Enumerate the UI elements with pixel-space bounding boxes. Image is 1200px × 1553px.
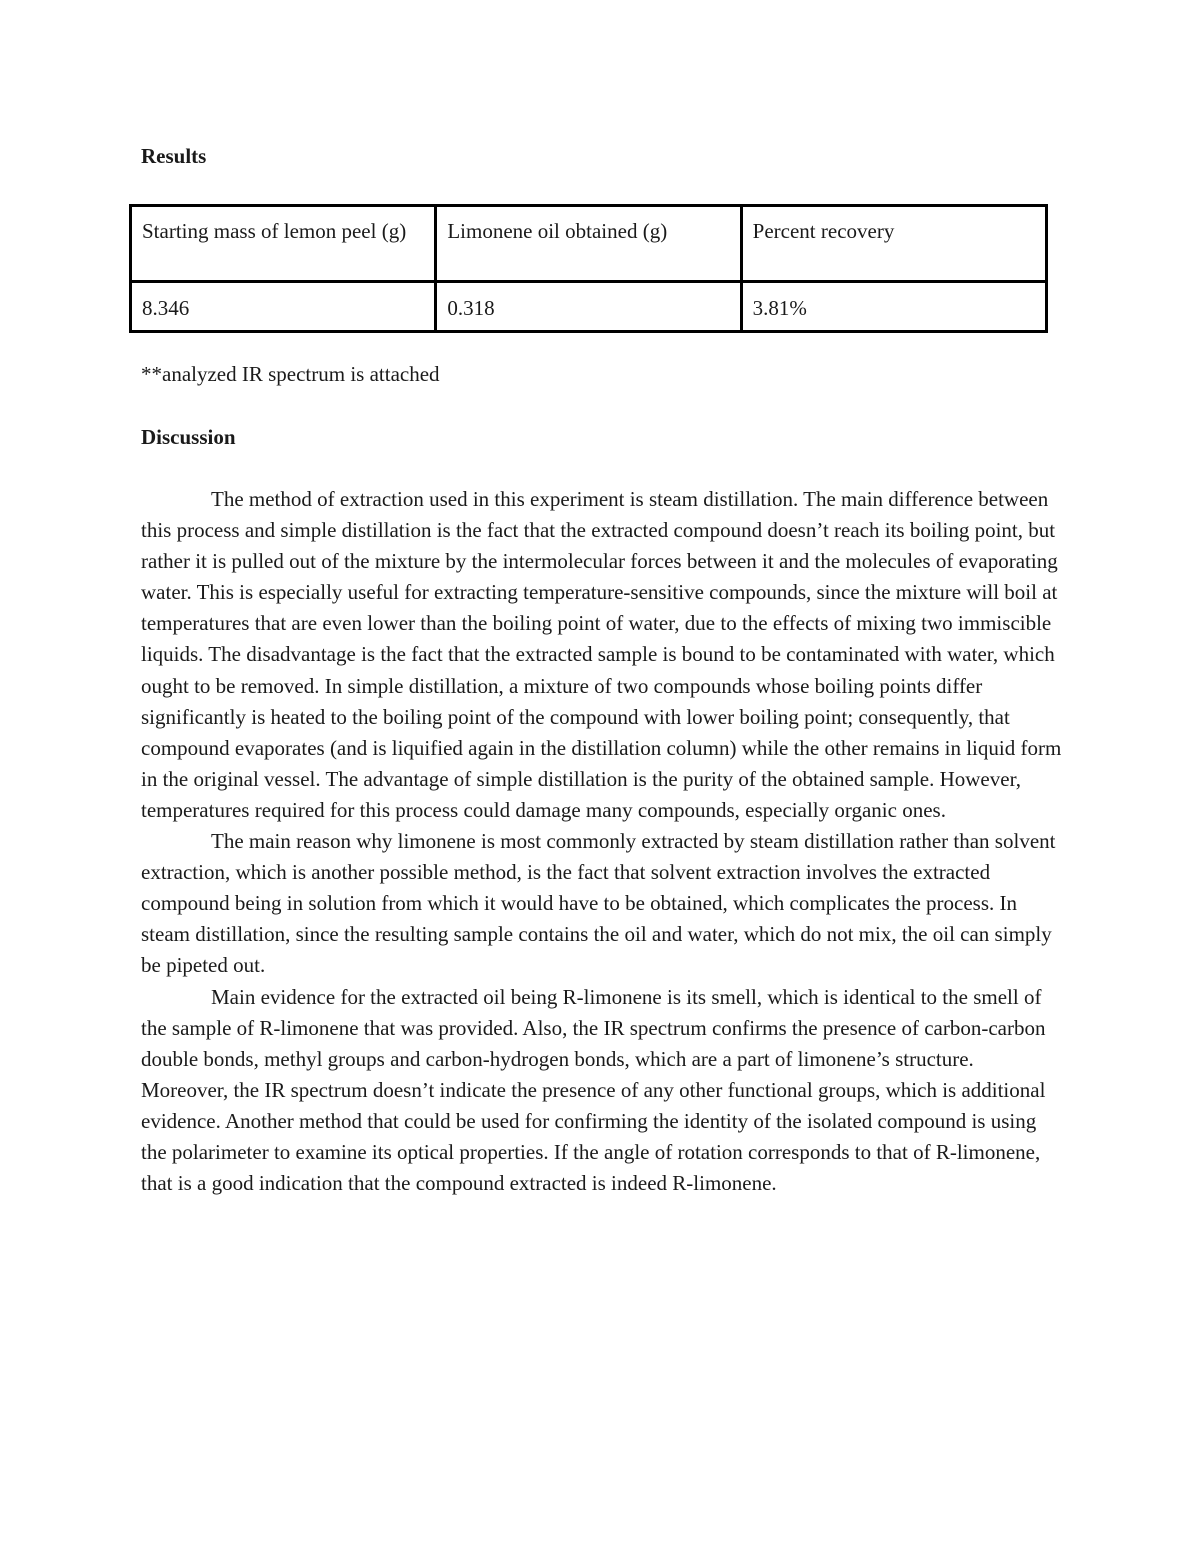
table-cell-oil-obtained: 0.318 (436, 282, 741, 332)
discussion-body (141, 484, 1063, 1199)
discussion-paragraph: Main evidence for the extracted oil being R-limonene is its smell, which is identical to the smell of the sample of R-limonene that was provided. Also, the IR spectrum confirms the presence of carbon-carbon double bonds, methyl groups and carbon-hydrogen bonds, which are a part of limonene’s structure. Moreover, the IR spectrum doesn’t indicate the presence of any other functional groups, which is additional evidence. Another method that could be used for confirming the identity of the isolated compound is using the polarimeter to examine its optical properties. If the angle of rotation corresponds to that of R-limonene, that is a good indication that the compound extracted is indeed R-limonene. (141, 984, 1046, 1196)
results-heading: Results (141, 144, 207, 168)
table-header-cell: Limonene oil obtained (g) (436, 206, 741, 282)
discussion-paragraph: The method of extraction used in this experiment is steam distillation. The main difference between this process and simple distillation is the fact that the extracted compound doesn’t reach its boiling point, but rather it is pulled out of the mixture by the intermolecular forces between it and the molecules of evaporating water. This is especially useful for extracting temperature-sensitive compounds, since the mixture will boil at temperatures that are even lower than the boiling point of water, due to the effects of mixing two immiscible liquids. The disadvantage is the fact that the extracted sample is bound to be contaminated with water, which ought to be removed. In simple distillation, a mixture of two compounds whose boiling points differ significantly is heated to the boiling point of the compound with lower boiling point; consequently, that compound evaporates (and is liquified again in the distillation column) while the other remains in liquid form in the original vessel. The advantage of simple distillation is the purity of the obtained sample. However, temperatures required for this process could damage many compounds, especially organic ones. (141, 487, 1062, 822)
table-header-row (131, 206, 1047, 282)
table-cell-starting-mass: 8.346 (131, 282, 436, 332)
table-header-cell: Percent recovery (741, 206, 1046, 282)
discussion-paragraph: The main reason why limonene is most commonly extracted by steam distillation rather than solvent extraction, which is another possible method, is the fact that solvent extraction involves the extracted compound being in solution from which it would have to be obtained, which complicates the process. In steam distillation, since the resulting sample contains the oil and water, which do not mix, the oil can simply be pipeted out. (141, 829, 1056, 978)
table-header-cell: Starting mass of lemon peel (g) (131, 206, 436, 282)
results-table (129, 204, 1048, 333)
discussion-heading: Discussion (141, 425, 236, 449)
ir-spectrum-note: **analyzed IR spectrum is attached (141, 362, 440, 386)
table-cell-percent-recovery: 3.81% (741, 282, 1046, 332)
table-row (131, 282, 1047, 332)
